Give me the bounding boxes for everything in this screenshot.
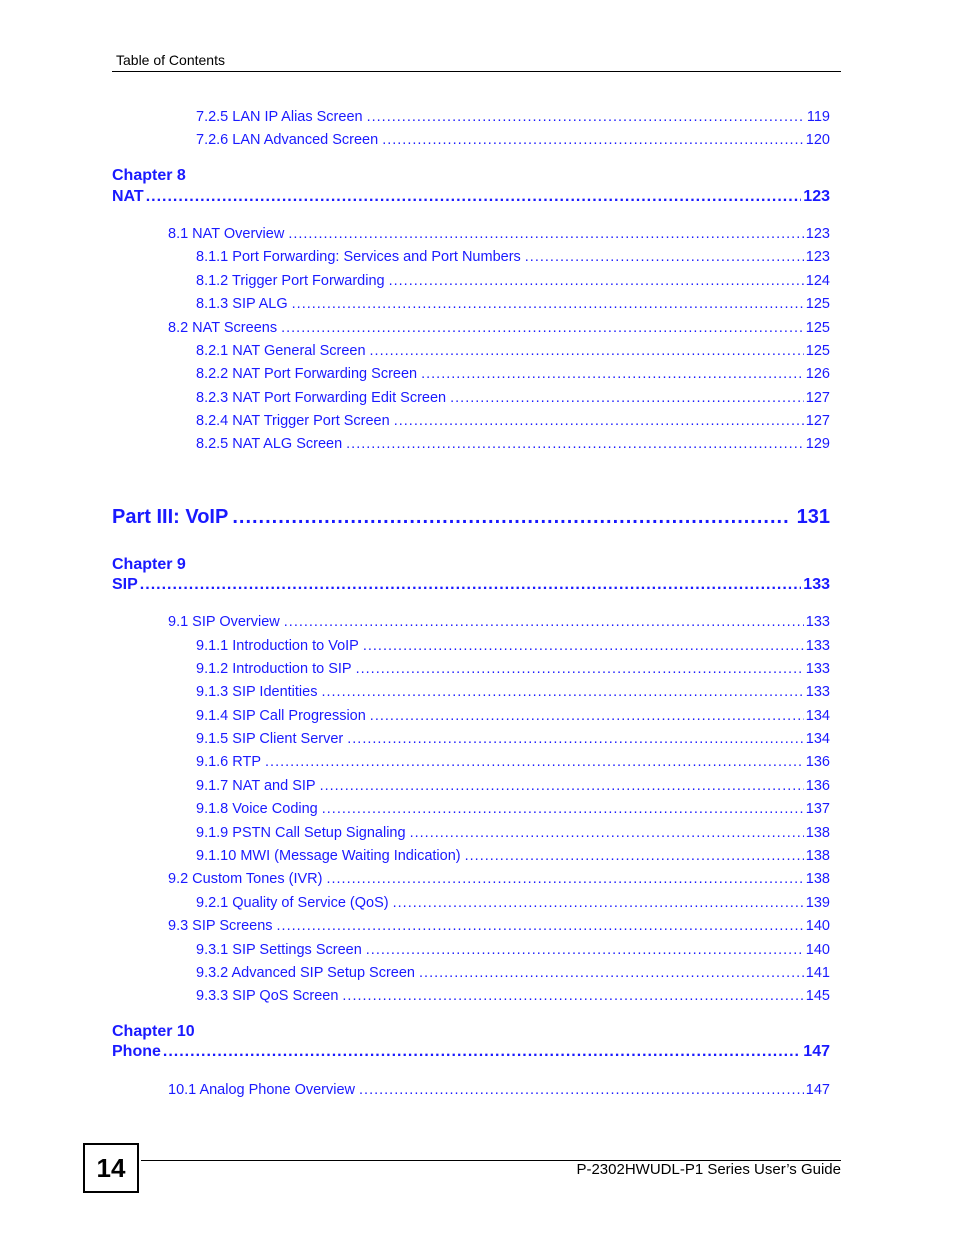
leader-dots <box>465 846 804 866</box>
toc-entry-9-1-10[interactable]: 9.1.10 MWI (Message Waiting Indication) ..... 138 <box>196 846 830 866</box>
toc-entry-9-1-9[interactable]: 9.1.9 PSTN Call Setup Signaling ..... 138 <box>196 823 830 843</box>
leader-dots <box>366 940 804 960</box>
leader-dots <box>394 411 804 431</box>
leader-dots <box>525 247 804 267</box>
leader-dots <box>359 1080 804 1100</box>
toc-entry-9-1-2[interactable]: 9.1.2 Introduction to SIP ..... 133 <box>196 659 830 679</box>
toc-entry-9-1-5[interactable]: 9.1.5 SIP Client Server ..... 134 <box>196 729 830 749</box>
leader-dots <box>382 130 804 150</box>
leader-dots <box>292 294 804 314</box>
leader-dots <box>321 682 803 702</box>
leader-dots <box>367 107 805 127</box>
chapter-8-label: Chapter 8 <box>112 167 186 184</box>
leader-dots <box>363 636 804 656</box>
leader-dots <box>232 503 790 531</box>
toc-entry-8-2-5[interactable]: 8.2.5 NAT ALG Screen ..... 129 <box>196 434 830 454</box>
chapter-9-label: Chapter 9 <box>112 556 186 573</box>
running-header: Table of Contents <box>116 52 225 68</box>
leader-dots <box>322 799 804 819</box>
leader-dots <box>419 963 804 983</box>
leader-dots <box>356 659 804 679</box>
toc-part-3[interactable]: Part III: VoIP ..... 131 <box>112 503 830 531</box>
toc-entry-7-2-6[interactable]: 7.2.6 LAN Advanced Screen ..... 120 <box>196 130 830 150</box>
toc-entry-9-3[interactable]: 9.3 SIP Screens ..... 140 <box>168 916 830 936</box>
leader-dots <box>326 869 803 889</box>
leader-dots <box>450 388 804 408</box>
toc-chapter-8[interactable]: NAT ..... 123 <box>112 186 830 208</box>
toc-entry-8-2-1[interactable]: 8.2.1 NAT General Screen ..... 125 <box>196 341 830 361</box>
toc-entry-9-3-1[interactable]: 9.3.1 SIP Settings Screen ..... 140 <box>196 940 830 960</box>
toc-entry-9-1-1[interactable]: 9.1.1 Introduction to VoIP ..... 133 <box>196 636 830 656</box>
chapter-10-label: Chapter 10 <box>112 1023 195 1040</box>
toc-entry-9-1-8[interactable]: 9.1.8 Voice Coding ..... 137 <box>196 799 830 819</box>
leader-dots <box>146 186 802 208</box>
toc-chapter-9[interactable]: SIP ..... 133 <box>112 574 830 596</box>
toc-entry-9-2-1[interactable]: 9.2.1 Quality of Service (QoS) ..... 139 <box>196 893 830 913</box>
toc-entry-9-1-6[interactable]: 9.1.6 RTP ..... 136 <box>196 752 830 772</box>
toc-entry-8-2[interactable]: 8.2 NAT Screens ..... 125 <box>168 318 830 338</box>
leader-dots <box>346 434 804 454</box>
leader-dots <box>421 364 804 384</box>
leader-dots <box>265 752 804 772</box>
toc-chapter-10[interactable]: Phone ..... 147 <box>112 1041 830 1063</box>
leader-dots <box>281 318 804 338</box>
leader-dots <box>370 341 804 361</box>
toc-entry-9-3-3[interactable]: 9.3.3 SIP QoS Screen ..... 145 <box>196 986 830 1006</box>
leader-dots <box>342 986 803 1006</box>
toc-entry-9-3-2[interactable]: 9.3.2 Advanced SIP Setup Screen ..... 141 <box>196 963 830 983</box>
toc-entry-8-2-3[interactable]: 8.2.3 NAT Port Forwarding Edit Screen ..... 127 <box>196 388 830 408</box>
toc-entry-7-2-5[interactable]: 7.2.5 LAN IP Alias Screen ..... 119 <box>196 107 830 127</box>
toc-entry-9-2[interactable]: 9.2 Custom Tones (IVR) ..... 138 <box>168 869 830 889</box>
leader-dots <box>320 776 804 796</box>
footer-guide-title: P-2302HWUDL-P1 Series User’s Guide <box>576 1161 841 1178</box>
leader-dots <box>277 916 804 936</box>
leader-dots <box>410 823 804 843</box>
toc-entry-8-1-2[interactable]: 8.1.2 Trigger Port Forwarding ..... 124 <box>196 271 830 291</box>
toc-entry-8-2-2[interactable]: 8.2.2 NAT Port Forwarding Screen ..... 126 <box>196 364 830 384</box>
toc-entry-9-1-3[interactable]: 9.1.3 SIP Identities ..... 133 <box>196 682 830 702</box>
toc-entry-9-1-4[interactable]: 9.1.4 SIP Call Progression ..... 134 <box>196 706 830 726</box>
leader-dots <box>284 612 804 632</box>
toc-entry-8-2-4[interactable]: 8.2.4 NAT Trigger Port Screen ..... 127 <box>196 411 830 431</box>
page-number: 14 <box>83 1143 139 1193</box>
toc-entry-8-1-3[interactable]: 8.1.3 SIP ALG ..... 125 <box>196 294 830 314</box>
header-divider <box>112 71 841 72</box>
toc-entry-10-1[interactable]: 10.1 Analog Phone Overview ..... 147 <box>168 1080 830 1100</box>
toc-entry-9-1[interactable]: 9.1 SIP Overview ..... 133 <box>168 612 830 632</box>
leader-dots <box>163 1041 801 1063</box>
leader-dots <box>370 706 804 726</box>
toc-entry-9-1-7[interactable]: 9.1.7 NAT and SIP ..... 136 <box>196 776 830 796</box>
toc-entry-8-1[interactable]: 8.1 NAT Overview ..... 123 <box>168 224 830 244</box>
leader-dots <box>140 574 802 596</box>
leader-dots <box>347 729 804 749</box>
leader-dots <box>389 271 804 291</box>
toc-entry-8-1-1[interactable]: 8.1.1 Port Forwarding: Services and Port Numbers ..... 123 <box>196 247 830 267</box>
leader-dots <box>288 224 803 244</box>
leader-dots <box>393 893 804 913</box>
